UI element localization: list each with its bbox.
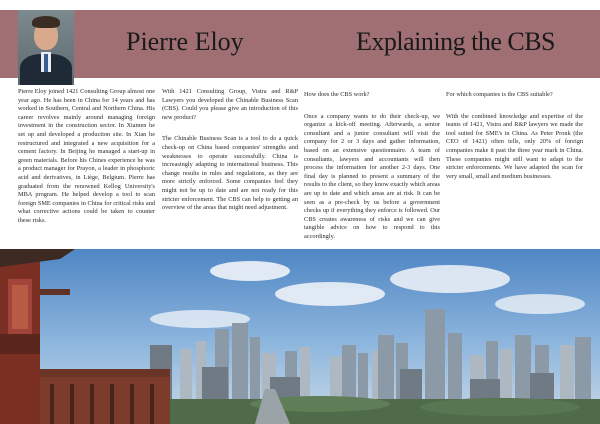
answer-intro: The Chinable Business Scan is a tool to do a quick check-up on China based companies' strengths and weaknesses to operate successfully. China is increasingly adapting to international business. This change results in rules and regulations, as they are more strictly enforced. Some companies feel they might not be up to date and are not ready for this stricter enforcement. The CBS can help to getting an overview of the areas that might need adjustment. [162,135,298,212]
question-suitable: For which companies is the CBS suitable? [446,91,553,98]
text-column-1 [18,88,155,233]
city-skyline-photo [0,249,600,424]
question-intro: With 1421 Consulting Group, Vistra and R&P Lawyers you developed the Chinable Business Scan (CBS). Could you please give an introduction of this new product? [162,88,298,121]
article-title: Explaining the CBS [356,27,555,56]
portrait-photo [18,10,74,85]
text-column-2 [162,88,298,220]
answer-how: Once a company wants to do their check-up, we organize a kick-off meeting. Afterwards, a senior consultant and a junior consultant will visit the company for 2 or 3 days and gather information, based on an extensive questionnaire. A team of consultants, lawyers and accountants will then process the information for another 2-3 days. One final day is planned to present a summary of the results to the client, so they know exactly which areas are up to date and which areas are at risk. It can be seen as a pre-check by us before a government checks up if everything they enforce is followed. Our CBS creates awareness of risks and we can give tangible advice on how to respond to this accordingly. [304,112,440,240]
question-how: How does the CBS work? [304,91,370,98]
answer-suitable: With the combined knowledge and expertise of the teams of 1421, Vistra and R&P lawyers we made the tool suited for SME's in China. As Peter Pronk (the CEO of 1421) often tells, only 20% of foreign companies make it past the three year mark in China. These companies might still want to adapt to the stricter enforcements. We have adapted the scan for very small, small and medium businesses. [446,112,583,180]
person-name-title: Pierre Eloy [126,27,244,56]
bio-paragraph: Pierre Eloy joined 1421 Consulting Group almost one year ago. He has been in China for 14 years and has worked in Southern, Central and Northern China. His career revolves mainly around managing foreign investment in the construction sector. In Xiamen he set up and developed a production site. In Xian he restructured and integrated a new acquisition for a cement factory. In Beijing he managed a start-up in green materials. Before his Chines experience he was a product manager for Prayon, a leader in phosphoric acid and derivatives, in Liège, Belgium. Pierre has graduated from the renowned Kellog University's MBA program. He helped develop a tool to scan foreign SME companies in China for critical risks and what corrective actions could be taken to counter these risks. [18,88,155,224]
text-column-4 [446,91,583,188]
text-column-3 [304,91,440,249]
